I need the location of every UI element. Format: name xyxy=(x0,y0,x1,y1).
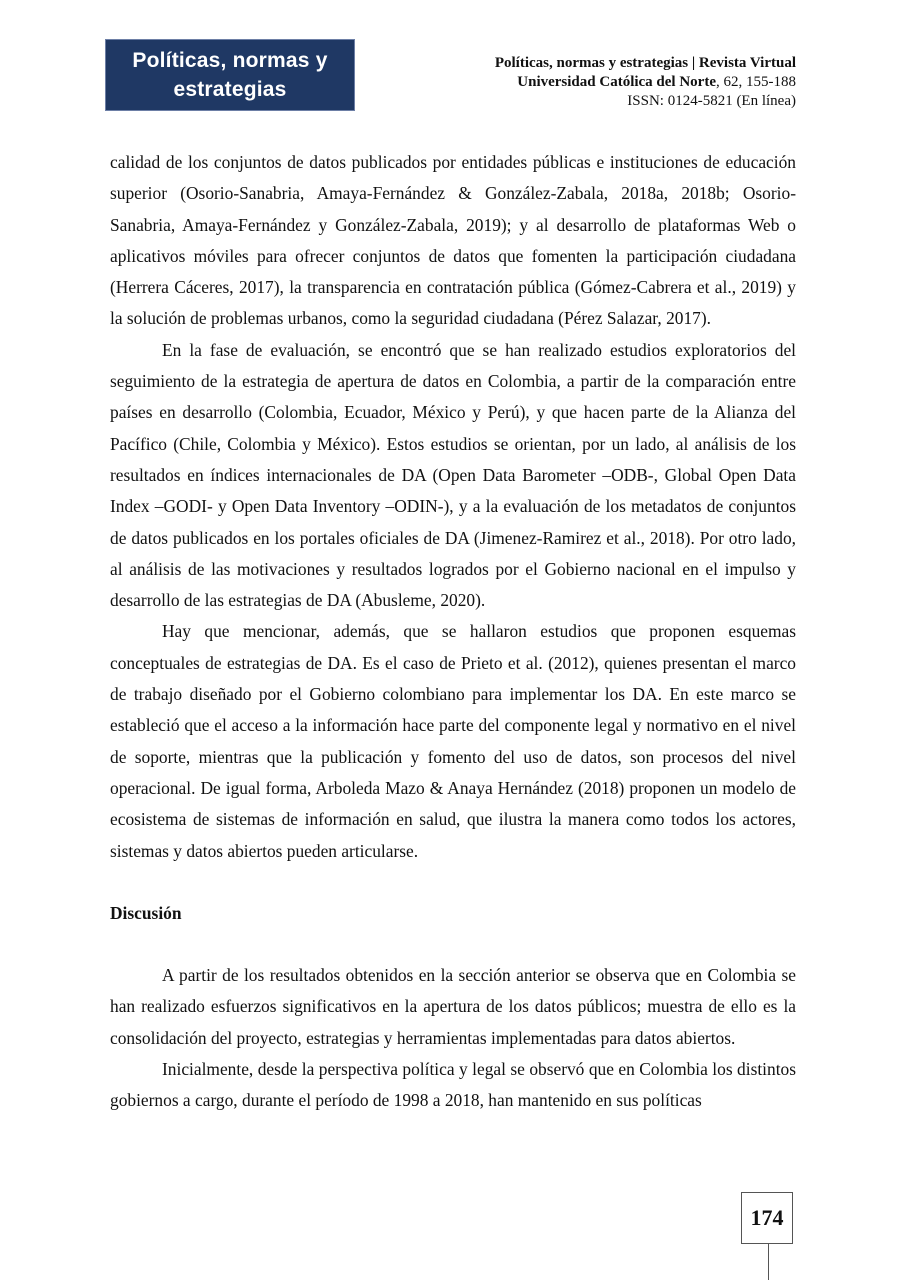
journal-line-1: Políticas, normas y estrategias | Revista Virtual xyxy=(494,55,796,71)
paragraph-evaluation: En la fase de evaluación, se encontró que se han realizado estudios exploratorios del seguimiento de la estrategia de apertura de datos en Colombia, a partir de la comparación entre países en desarrollo (Colombia, Ecuador, México y Perú), y que hacen parte de la Alianza del Pacífico (Chile, Colombia y México). Estos estudios se orientan, por un lado, al análisis de los resultados en índices internacionales de DA (Open Data Barometer –ODB-, Global Open Data Index –GODI- y Open Data Inventory –ODIN-), y a la evaluación de los metadatos de conjuntos de datos publicados en los portales oficiales de DA (Jimenez-Ramirez et al., 2018). Por otro lado, al análisis de las motivaciones y resultados logrados por el Gobierno nacional en el impulso y desarrollo de las estrategias de DA (Abusleme, 2020). xyxy=(110,339,796,611)
section-heading-discussion: Discusión xyxy=(110,902,182,923)
paragraph-continued: calidad de los conjuntos de datos publicados por entidades públicas e instituciones de educación superior (Osorio-Sanabria, Amaya-Fernández & González-Zabala, 2018a, 2018b; Osorio-Sanabria, Amaya-Fernández y González-Zabala, 2019); y al desarrollo de plataformas Web o aplicativos móviles para ofrecer conjuntos de datos que fomenten la participación ciudadana (Herrera Cáceres, 2017), la transparencia en contratación pública (Gómez-Cabrera et al., 2019) y la solución de problemas urbanos, como la seguridad ciudadana (Pérez Salazar, 2017). xyxy=(110,152,796,329)
paragraph-discussion-2: Inicialmente, desde la perspectiva política y legal se observó que en Colombia los distintos gobiernos a cargo, durante el período de 1998 a 2018, han mantenido en sus políticas xyxy=(110,1059,796,1111)
journal-info xyxy=(495,54,796,111)
page-number-line xyxy=(768,1244,769,1280)
badge-line-2: estrategias xyxy=(173,78,287,101)
paragraph-conceptual: Hay que mencionar, además, que se hallaron estudios que proponen esquemas conceptuales de estrategias de DA. Es el caso de Prieto et al. (2012), quienes presentan el marco de trabajo diseñado por el Gobierno colombiano para implementar los DA. En este marco se estableció que el acceso a la información hace parte del componente legal y normativo en el nivel de soporte, mientras que la publicación y fomento del uso de datos, son procesos del nivel operacional. De igual forma, Arboleda Mazo & Anaya Hernández (2018) proponen un modelo de ecosistema de sistemas de información en salud, que ilustra la manera como todos los actores, sistemas y datos abiertos pueden articularse. xyxy=(110,621,796,861)
journal-line-3: ISSN: 0124-5821 (En línea) xyxy=(627,93,796,109)
journal-line-2 xyxy=(495,73,796,92)
journal-section-badge xyxy=(105,39,355,111)
page-number: 174 xyxy=(741,1192,793,1244)
university-name: Universidad Católica del Norte xyxy=(517,74,716,90)
paragraph-discussion-1: A partir de los resultados obtenidos en la sección anterior se observa que en Colombia se han realizado esfuerzos significativos en la apertura de los datos públicos; muestra de ello es la consolidación del proyecto, estrategias y herramientas implementadas para datos abiertos. xyxy=(110,965,796,1048)
badge-line-1: Políticas, normas y xyxy=(132,49,328,72)
issue-pages: , 62, 155-188 xyxy=(716,74,796,90)
document-body xyxy=(110,147,796,1117)
